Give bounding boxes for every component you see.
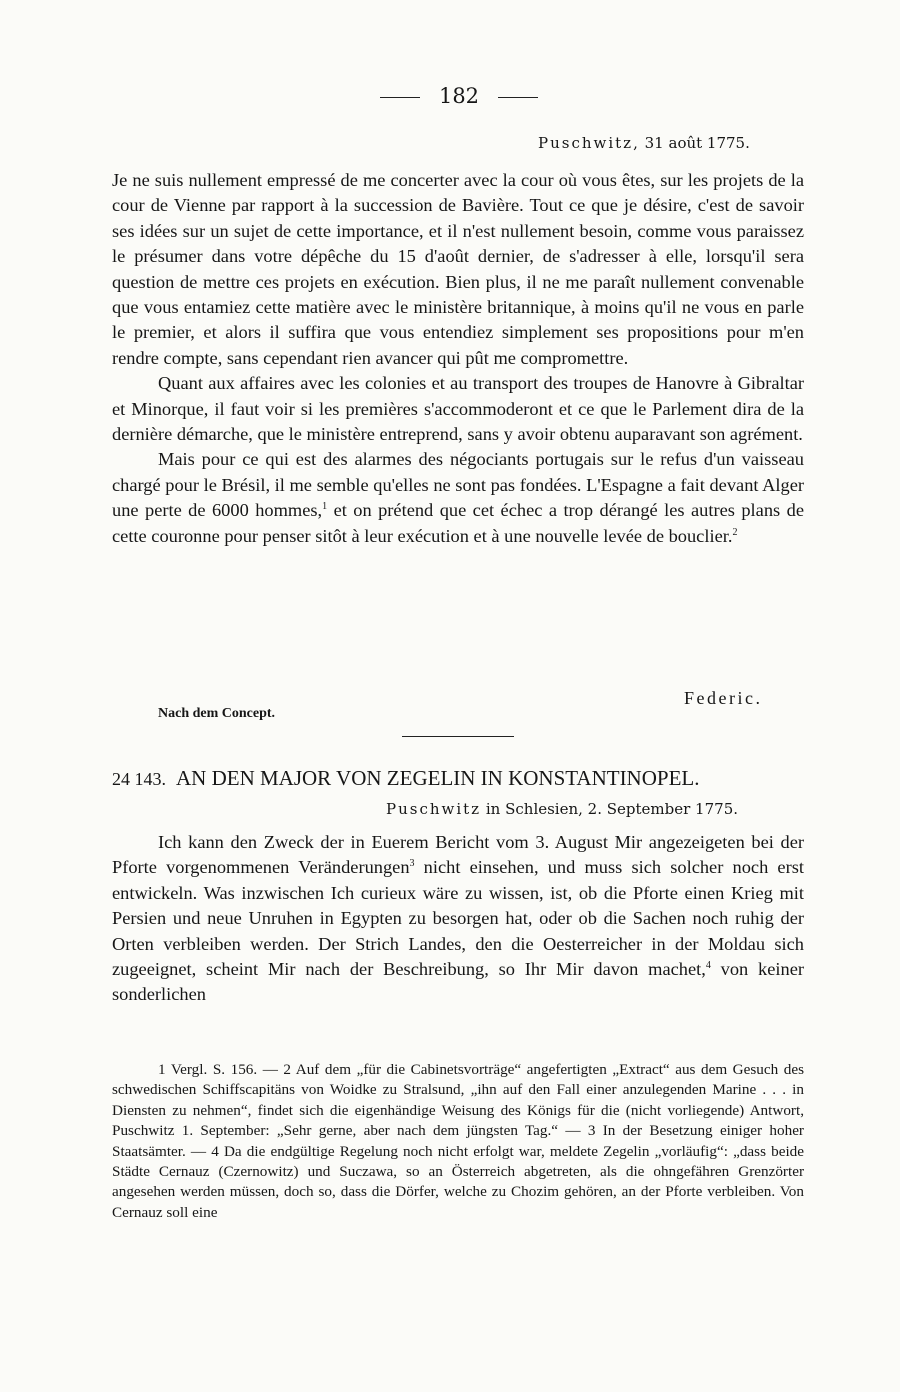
letter-2-text-c: von keiner sonderlichen: [112, 959, 804, 1005]
letter-2-paragraph-1: [112, 830, 804, 1008]
letter-2-text-a: Ich kann den Zweck der in Euerem Bericht vom 3. August Mir angezeigeten bei der Pforte vorgenommenen Veränderungen: [112, 832, 804, 878]
footnote-text: 1 Vergl. S. 156. — 2 Auf dem „für die Cabinetsvorträge“ angefertigten „Extract“ aus dem Gesuch des schwedischen Schiffscapitäns von Woidke zu Stralsund, „ihn auf den Fall einer anzulegenden Marine . . . in Diensten zu nehmen“, findet sich die eigenhändige Weisung des Königs für die (nicht vorliegende) Antwort, Puschwitz 1. September: „Sehr gerne, aber nach dem jüngsten Tag.“ — 3 In der Besetzung einiger hoher Staatsämter. — 4 Da die endgültige Regelung noch nicht erfolgt war, meldete Zegelin „vorläufig“: „dass beide Städte Cernauz (Czernowitz) und Suczawa, so an Österreich abgetreten, als die ohngefähren Grenzörter angesehen werden müssen, doch so, dass die Dörfer, welche zu Chozim gehören, an der Pforte verbleiben. Von Cernauz soll eine: [112, 1061, 804, 1221]
paragraph-3-text-b: et on prétend que cet échec a trop dérangé les autres plans de cette couronne pour penser sitôt à leur exécution et à une nouvelle levée de bouclier.: [112, 500, 804, 546]
page-header: [0, 84, 900, 112]
dateline-1-date: 31 août 1775.: [644, 134, 750, 152]
dateline-1: [538, 134, 750, 152]
letter-1-paragraph-3: [112, 447, 804, 549]
dateline-1-place: Puschwitz,: [538, 134, 640, 152]
footnotes: [112, 1060, 804, 1223]
footnote-ref-4: 4: [705, 959, 711, 971]
letter-2-number: 24 143.: [112, 769, 166, 789]
header-rule-right: [498, 97, 538, 98]
section-divider: [402, 736, 514, 737]
footnote-ref-1: 1: [322, 501, 328, 513]
dateline-2: [386, 800, 738, 818]
letter-1-paragraph-1: Je ne suis nullement empressé de me concerter avec la cour où vous êtes, sur les projets de la cour de Vienne par rapport à la succession de Bavière. Tout ce que je désire, c'est de savoir ses idées sur un sujet de cette importance, et il n'est nullement besoin, comme vous paraissez le présumer dans votre dépêche du 15 d'août dernier, de s'adresser à elle, lorsqu'il sera question de mettre ces projets en exécution. Bien plus, il ne me paraît nullement convenable que vous entamiez cette matière avec le ministère britannique, à moins qu'il ne vous en parle le premier, et alors il suffira que vous entendiez simplement ses propositions pour m'en rendre compte, sans cependant rien avancer qui pût me compromettre.: [112, 170, 804, 368]
footnote-ref-3: 3: [409, 858, 415, 870]
source-note: Nach dem Concept.: [158, 706, 276, 721]
dateline-2-rest: in Schlesien, 2. September 1775.: [485, 800, 739, 818]
letter-2-title: AN DEN MAJOR VON ZEGELIN IN KONSTANTINOPEL.: [176, 766, 700, 790]
letter-2-heading: [112, 766, 812, 791]
letter-1-body: [112, 168, 804, 549]
letter-2-text-b: nicht einsehen, und muss sich solcher noch erst entwickeln. Was inzwischen Ich curieux wäre zu wissen, ist, ob die Pforte einen Krieg mit Persien und neue Unruhen in Egypten zu besorgen hat, oder ob die Sachen noch ruhig der Orten verbleiben werden. Der Strich Landes, den die Oesterreicher in der Moldau sich zugeeignet, scheint Mir nach der Beschreibung, so Ihr Mir davon machet,: [112, 857, 804, 980]
paragraph-3-text-a: Mais pour ce qui est des alarmes des négociants portugais sur le refus d'un vaisseau chargé pour le Brésil, il me semble qu'elles ne sont pas fondées. L'Espagne a fait devant Alger une perte de 6000 hommes,: [112, 449, 804, 521]
signature: Federic.: [684, 688, 763, 708]
letter-2-body: [112, 830, 804, 1008]
page-number: 182: [438, 84, 480, 108]
header-rule-left: [380, 97, 420, 98]
footnote-ref-2: 2: [732, 526, 738, 538]
letter-1-paragraph-2: Quant aux affaires avec les colonies et au transport des troupes de Hanovre à Gibraltar et Minorque, il faut voir si les premières s'accommoderont et ce que le Parlement dira de la dernière démarche, que le ministère entreprend, sans y avoir obtenu auparavant son agrément.: [112, 373, 804, 445]
dateline-2-place: Puschwitz: [386, 800, 482, 818]
